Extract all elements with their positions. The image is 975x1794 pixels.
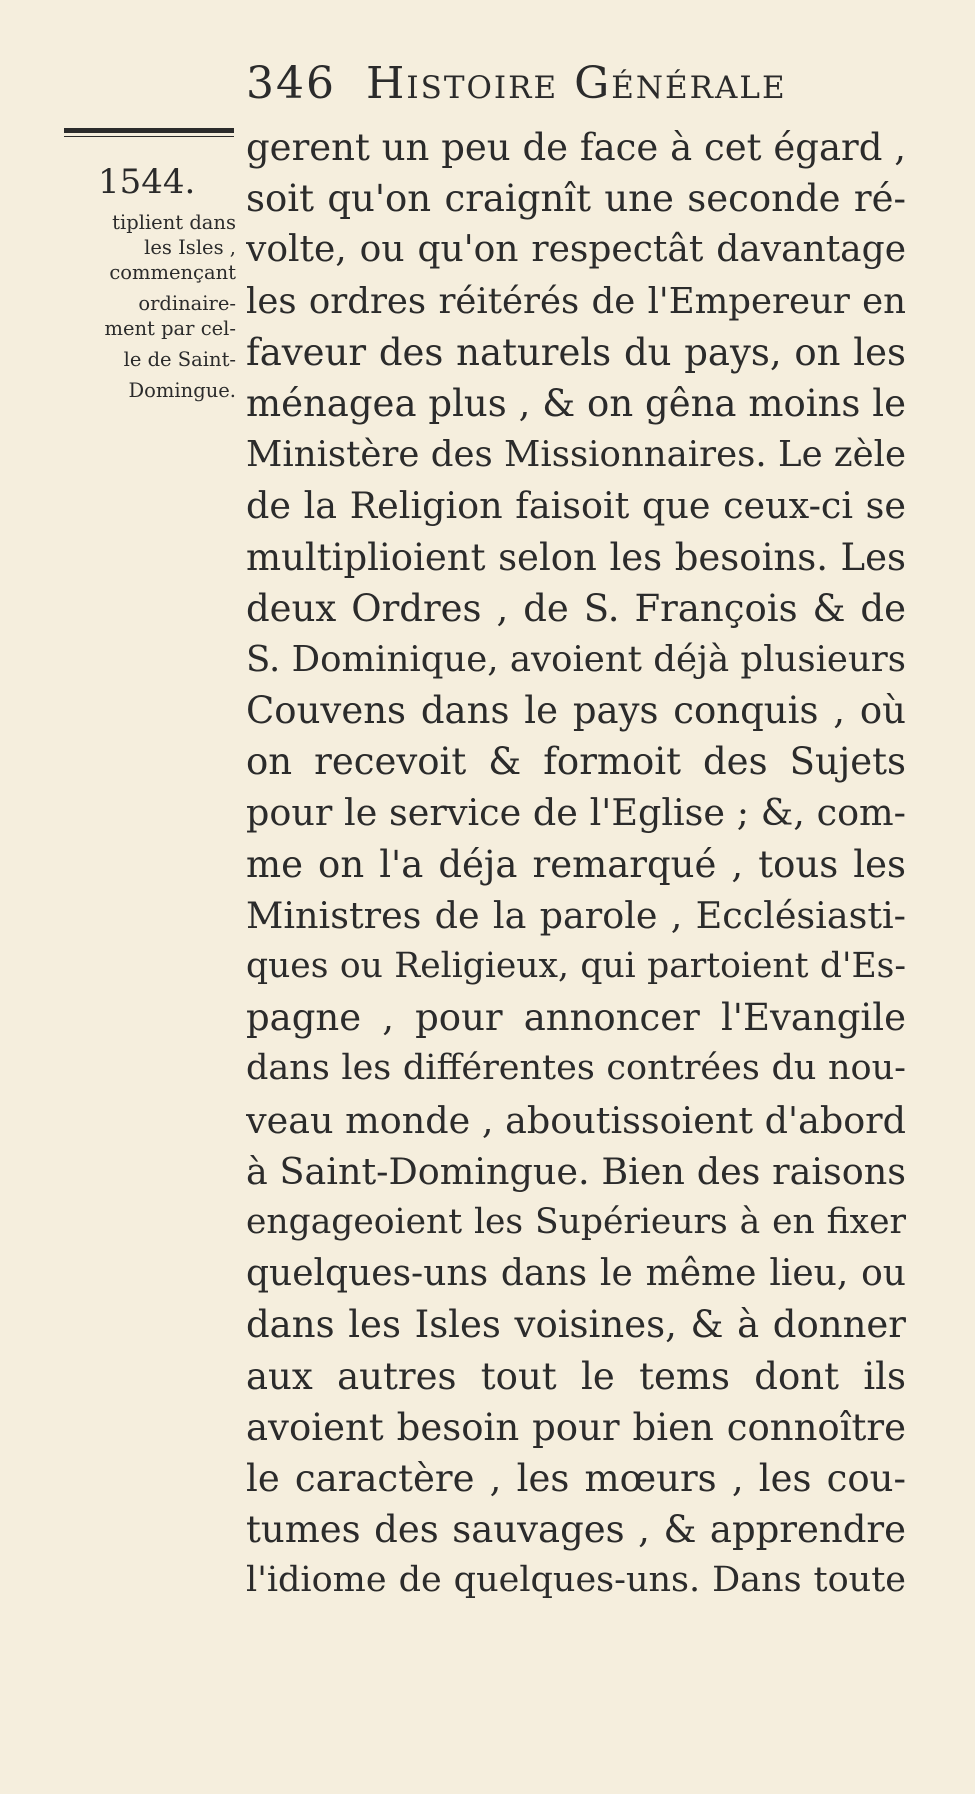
page-header xyxy=(246,58,906,118)
text-line: à Saint-Domingue. Bien des raisons xyxy=(246,1149,906,1193)
text-line: quelques-uns dans le même lieu, ou xyxy=(246,1253,906,1295)
text-line: volte, ou qu'on respectât davantage xyxy=(246,229,906,271)
text-line: S. Dominique, avoient déjà plusieurs xyxy=(246,638,906,680)
text-line: soit qu'on craignît une seconde ré- xyxy=(246,177,906,221)
text-line: ménagea plus , & on gêna moins le xyxy=(246,381,906,425)
rule-thick-line xyxy=(64,128,234,133)
page-number: 346 xyxy=(246,58,336,109)
text-line: gerent un peu de face à cet égard , xyxy=(246,126,906,169)
text-line: de la Religion faisoit que ceux-ci se xyxy=(246,484,906,528)
text-line: Couvens dans le pays conquis , où xyxy=(246,689,906,733)
text-line: les ordres réitérés de l'Empereur en xyxy=(246,280,906,322)
running-title: Histoire Générale xyxy=(365,58,787,109)
body-text xyxy=(246,122,906,1606)
text-line: aux autres tout le tems dont ils xyxy=(246,1354,906,1398)
margin-note xyxy=(28,210,236,403)
text-line: me on l'a déja remarqué , tous les xyxy=(246,842,906,886)
margin-note-line: ment par cel- xyxy=(104,317,236,340)
text-line: faveur des naturels du pays, on les xyxy=(246,330,906,374)
text-line: avoient besoin pour bien connoître xyxy=(246,1405,906,1449)
margin-note-line: les Isles , xyxy=(144,236,236,259)
text-line: multiplioient selon les besoins. Les xyxy=(246,535,906,579)
text-line: dans les différentes contrées du nou- xyxy=(246,1048,906,1089)
text-line: deux Ordres , de S. François & de xyxy=(246,586,906,630)
text-line: Ministère des Missionnaires. Le zèle xyxy=(246,434,906,476)
rule-thin-line xyxy=(64,136,234,137)
header-rule xyxy=(64,128,234,138)
margin-note-line: le de Saint- xyxy=(123,348,236,371)
text-line: l'idiome de quelques-uns. Dans toute xyxy=(246,1560,906,1601)
text-line: Ministres de la parole , Ecclésiasti- xyxy=(246,893,906,937)
text-line: pagne , pour annoncer l'Evangile xyxy=(246,996,906,1040)
text-line: veau monde , aboutissoient d'abord xyxy=(246,1098,906,1142)
margin-note-line: tiplient dans xyxy=(112,211,236,234)
margin-year: 1544. xyxy=(98,162,196,202)
text-line: le caractère , les mœurs , les cou- xyxy=(246,1456,906,1500)
text-line: tumes des sauvages , & apprendre xyxy=(246,1508,906,1552)
text-line: pour le service de l'Eglise ; &, com- xyxy=(246,791,906,835)
text-line: ques ou Religieux, qui partoient d'Es- xyxy=(246,946,906,986)
text-line: engageoient les Supérieurs à en fixer xyxy=(246,1201,906,1242)
margin-note-line: commençant xyxy=(109,261,236,284)
margin-note-line: Domingue. xyxy=(128,379,236,402)
text-line: dans les Isles voisines, & à donner xyxy=(246,1303,906,1347)
text-line: on recevoit & formoit des Sujets xyxy=(246,740,906,784)
margin-note-line: ordinaire- xyxy=(138,292,236,315)
